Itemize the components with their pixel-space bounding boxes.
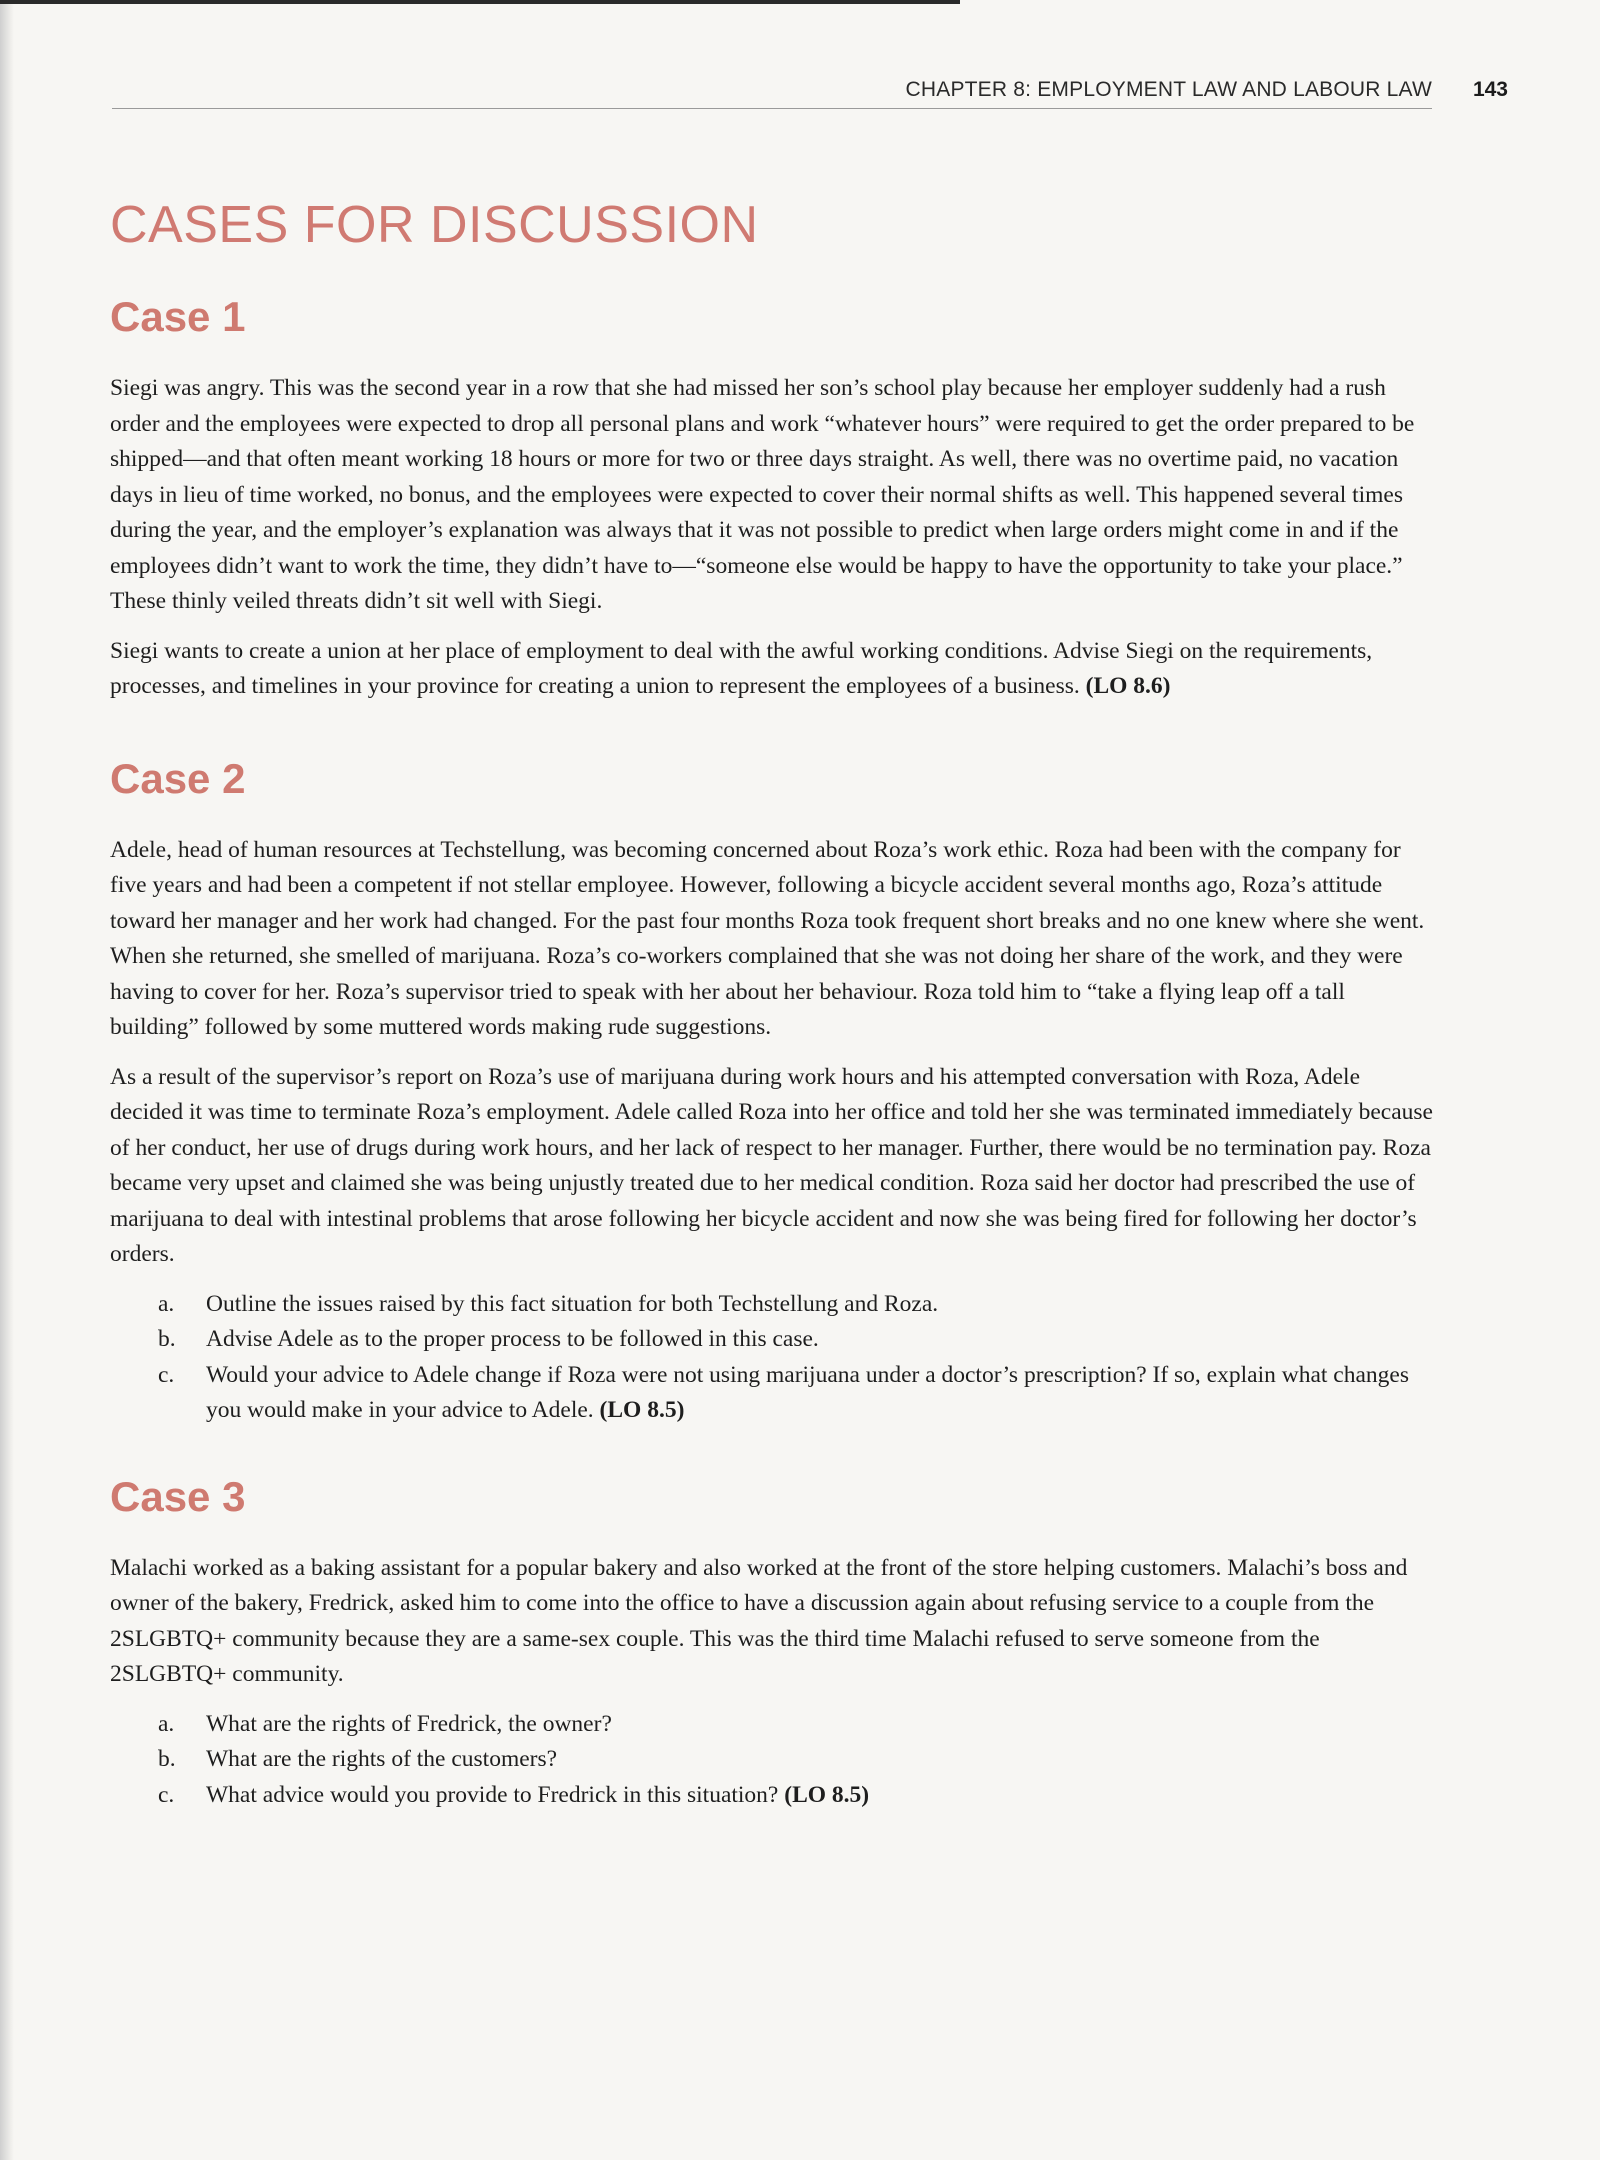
page-number: 143 xyxy=(1472,78,1508,101)
case-2-question-list xyxy=(108,1287,1433,1429)
case-3-paragraph-1: Malachi worked as a baking assistant for a popular bakery and also worked at the front of the store helping customers. Malachi’s boss and owner of the bakery, Fredrick, asked him to come into the office to have a discussion again about refusing service to a couple from the 2SLGBTQ+ community because they are a same-sex couple. This was the third time Malachi refused to serve someone from the 2SLGBTQ+ community. xyxy=(110,1554,1408,1687)
case-1-paragraph-2 xyxy=(110,634,1433,705)
case-2-question-b xyxy=(108,1322,1433,1358)
case-3-learning-objective: (LO 8.5) xyxy=(784,1781,870,1808)
question-letter: b. xyxy=(158,1326,176,1352)
case-2-title: Case 2 xyxy=(110,754,246,802)
question-letter: c. xyxy=(158,1361,175,1388)
chapter-title: CHAPTER 8: EMPLOYMENT LAW AND LABOUR LAW xyxy=(905,78,1432,101)
case-1-paragraph-1: Siegi was angry. This was the second year in a row that she had missed her son’s school play because her employer suddenly had a rush order and the employees were expected to drop all personal plans and work “whatever hours” were required to get the order prepared to be shipped—and that often meant working 18 hours or more for two or three days straight. As well, there was no overtime paid, no vacation days in lieu of time worked, no bonus, and the employees were expected to cover their normal shifts as well. This happened several times during the year, and the employer’s explanation was always that it was not possible to predict when large orders might come in and if the employees didn’t want to work the time, they didn’t have to—“someone else would be happy to have the opportunity to take your place.” These thinly veiled threats didn’t sit well with Siegi. xyxy=(110,375,1415,614)
question-letter: a. xyxy=(158,1290,175,1317)
case-2-learning-objective: (LO 8.5) xyxy=(599,1397,685,1423)
question-letter: c. xyxy=(158,1781,175,1808)
case-3-question-a xyxy=(108,1707,1433,1743)
case-2-question-c xyxy=(108,1358,1433,1429)
case-2-paragraph-1: Adele, head of human resources at Techstellung, was becoming concerned about Roza’s work ethic. Roza had been with the company for five years and had been a competent if not stellar employee. However, following a bicycle accident several months ago, Roza’s attitude toward her manager and her work had changed. For the past four months Roza took frequent short breaks and no one knew where she went. When she returned, she smelled of marijuana. Roza’s co-workers complained that she was not doing her share of the work, and they were having to cover for her. Roza’s supervisor tried to speak with her about her behaviour. Roza told him to “take a flying leap off a tall building” followed by some muttered words making rude suggestions. xyxy=(110,836,1425,1040)
case-3-question-list xyxy=(108,1707,1433,1814)
question-letter: b. xyxy=(158,1746,176,1772)
case-1-paragraph-2-text: Siegi wants to create a union at her place of employment to deal with the awful working conditions. Advise Siegi on the requirements, processes, and timelines in your province for creating a union to represent the employees of a business. xyxy=(110,637,1373,699)
case-3-title: Case 3 xyxy=(110,1472,246,1520)
case-3 xyxy=(108,1473,1433,1814)
case-2-question-a xyxy=(108,1287,1433,1323)
scan-edge-shadow xyxy=(0,0,14,2160)
case-2-paragraph-2: As a result of the supervisor’s report on Roza’s use of marijuana during work hours and his attempted conversation with Roza, Adele decided it was time to terminate Roza’s employment. Adele called Roza into her office and told her she was terminated immediately because of her conduct, her use of drugs during work hours, and her lack of respect to her manager. Further, there would be no termination pay. Roza became very upset and claimed she was being unjustly treated due to her medical condition. Roza said her doctor had prescribed the use of marijuana to deal with intestinal problems that arose following her bicycle accident and now she was being fired for following her doctor’s orders. xyxy=(110,1063,1433,1267)
question-text: Would your advice to Adele change if Roza were not using marijuana under a doctor’s prescription? If so, explain what changes you would make in your advice to Adele. xyxy=(206,1361,1409,1423)
question-text: What are the rights of the customers? xyxy=(206,1746,558,1772)
question-text: Advise Adele as to the proper process to be followed in this case. xyxy=(206,1326,819,1352)
section-title: CASES FOR DISCUSSION xyxy=(110,196,759,254)
question-letter: a. xyxy=(158,1710,175,1737)
case-1-learning-objective: (LO 8.6) xyxy=(1085,673,1171,699)
question-text: What advice would you provide to Fredrick in this situation? xyxy=(206,1781,779,1808)
case-1 xyxy=(108,293,1433,705)
question-text: Outline the issues raised by this fact situation for both Techstellung and Roza. xyxy=(206,1290,939,1317)
header-rule xyxy=(112,108,1432,109)
case-1-title: Case 1 xyxy=(110,293,246,340)
scan-top-mark xyxy=(0,0,960,4)
page-content xyxy=(108,195,1433,1863)
question-text: What are the rights of Fredrick, the owner? xyxy=(206,1710,612,1737)
case-3-question-b xyxy=(108,1742,1433,1778)
running-head xyxy=(112,78,1512,114)
case-3-question-c xyxy=(108,1778,1433,1814)
case-2 xyxy=(108,755,1433,1429)
